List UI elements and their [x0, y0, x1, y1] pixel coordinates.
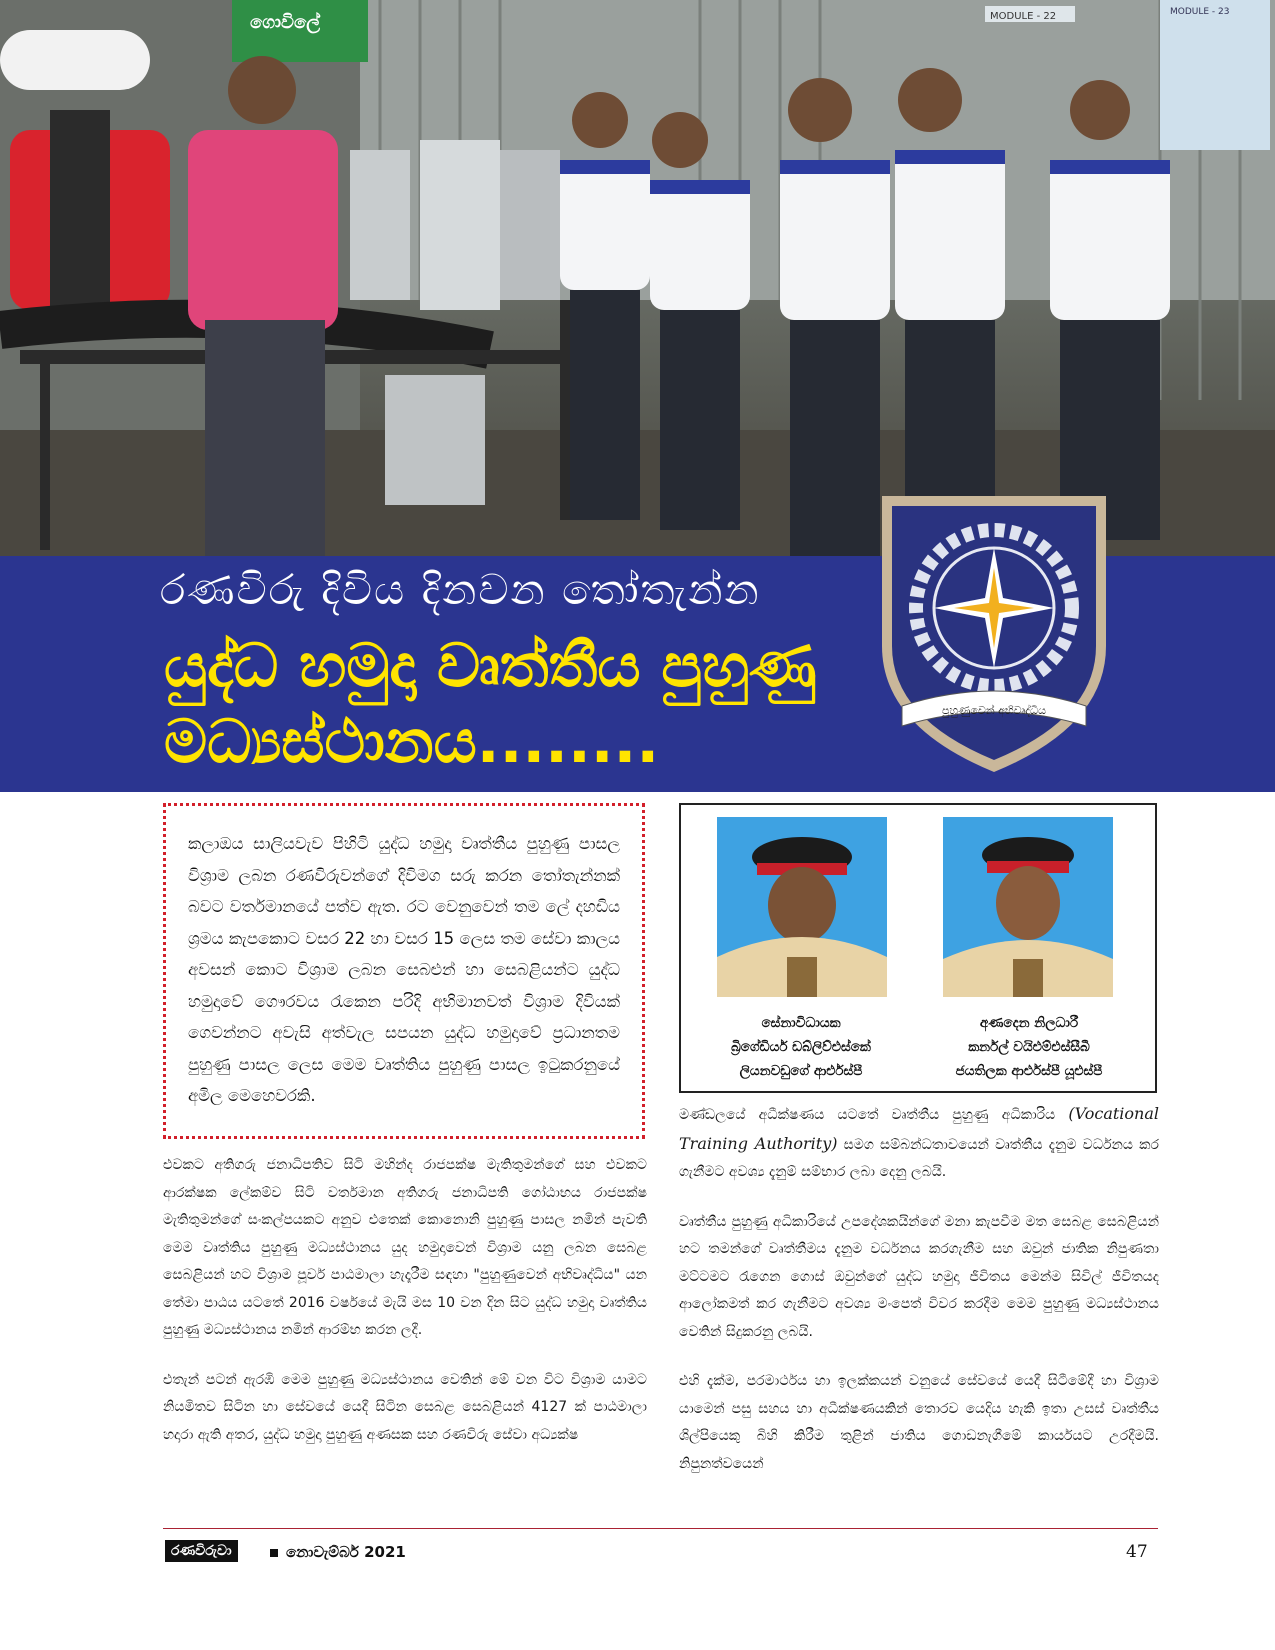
commandant-caption [691, 1011, 911, 1083]
commanding-officer-title: අණදෙන නිලධාරී [979, 1015, 1079, 1031]
svg-text:ගොවිලේ: ගොවිලේ [250, 12, 320, 33]
page-headline: යුද්ධ හමුදා වෘත්තීය පුහුණු මධ්‍යස්ථානය........ [164, 631, 817, 777]
left-paragraph-1: එවකට අතිගරු ජනාධිපතිව සිටි මහින්ද රාජපක්ෂ මැතිතුමන්ගේ සහ එවකට ආරක්ෂක ලේකම්ව සිටි වර්තමාන අතිගරු ජනාධිපති ගෝඨාභය රාජපක්ෂ මැතිතුමන්ගේ සංකල්පයකට අනුව එතෙක් කොනොනි පුහුණු පාසල නමින් පැවති මෙම වෘත්තිය පුහුණු මධ්‍යස්ථානය යුද හමුදාවෙන් විශ්‍රාම යනු ලබන සෙබළ සෙබළියන් හට විශ්‍රාම පූර්ව පාඨමාලා හැදෑරීම සඳහා "පුහුණුවෙන් අභිවෘද්ධිය" යන තේමා පාඨය යටතේ 2016 වර්ෂයේ මැයි මස 10 වන දින සිට යුද්ධ හමුදා වෘත්තිය පුහුණු මධ්‍යස්ථානය නමින් ආරම්භ කරන ලදී. [163, 1157, 647, 1338]
hero-photo [0, 0, 1275, 556]
commandant-portrait [717, 817, 887, 997]
commanding-officer-caption [919, 1011, 1139, 1083]
left-column [163, 1152, 647, 1471]
commandant-title: සේනාවිධායක [761, 1015, 841, 1031]
magazine-name: රණවිරුවා [165, 1540, 238, 1562]
commanding-officer-portrait [943, 817, 1113, 997]
right-paragraph-3: එහි දැක්ම, පරමාර්ථය හා ඉලක්කයන් වනුයේ සේවයේ යෙදී සිටීමේදී හා විශ්‍රාම යාමෙන් පසු සහය හා අධීක්ෂණයකින් තොරව යෙදිය හැකි ඉතා උසස් වෘත්තීය ශිල්පියෙකු බිහි කිරීම තුළින් ජාතිය ගොඩනැගීමේ කාර්යයට උරදීමයි. නිපුනත්වයෙන් [679, 1373, 1159, 1472]
bullet-square-icon [270, 1549, 278, 1557]
kicker-title: රණවිරු දිවිය දිනවන තෝතැන්න [160, 565, 761, 614]
officers-box [679, 803, 1157, 1093]
emblem-ribbon-text: පුහුණුවෙන් අභිවෘද්ධිය [941, 704, 1047, 717]
svg-text:MODULE - 22: MODULE - 22 [990, 11, 1057, 22]
army-vocational-emblem [872, 486, 1116, 776]
commandant-name-1: බ්‍රිගේඩියර් ඩබ්ලිව්එස්කේ [731, 1039, 871, 1055]
commandant-name-2: ලියනවඩුගේ ආර්එස්පී [739, 1063, 863, 1079]
right-paragraph-2: වෘත්තීය පුහුණු අධිකාරියේ උපදේශකයින්ගේ මනා කැපවීම මත සෙබළ සෙබළියන් හට තමන්ගේ වෘත්තීමය දැනුම වර්ධනය කරගැනීම සහ ඔවුන් ජාතික නිපුණතා මට්ටමට රැගෙන ගොස් ඔවුන්ගේ යුද්ධ හමුදා ජීවිතය මෙන්ම සිවිල් ජීවිතයද ආලෝකමත් කර ගැනීමට අවශ්‍ය මංපෙත් විවර කරදීම මෙම පුහුණු මධ්‍යස්ථානය වෙතින් සිදුකරනු ලබයි. [679, 1213, 1159, 1340]
right-column [679, 1100, 1159, 1500]
page-number: 47 [1126, 1542, 1148, 1562]
svg-text:MODULE - 23: MODULE - 23 [1170, 7, 1230, 17]
vta-english-name: (Vocational Training Authority) [679, 1104, 1159, 1153]
intro-text: කලාඔය සාලියවැව පිහිටි යුද්ධ හමුදා වෘත්තීය පුහුණු පාසල විශ්‍රාම ලබන රණවිරුවන්ගේ දිවිමග සරු කරන තෝතැන්නක් බවට වර්තමානයේ පත්ව ඇත. රට වෙනුවෙන් තම ලේ දහඩිය ශ්‍රමය කැපකොට වසර 22 හා වසර 15 ලෙස තම සේවා කාලය අවසන් කොට විශ්‍රාම ලබන සෙබළුන් හා සෙබළියන්ට යුද්ධ හමුදාවේ ගෞරවය රැකෙන පරිදි අභිමානවත් විශ්‍රාම දිවියක් ගෙවන්නට අවැසි අත්වැල සපයන යුද්ධ හමුදාවේ ප්‍රධානතම පුහුණු පාසල ලෙස මෙම වෘත්තිය පුහුණු පාසල ඉටුකරනුයේ අමිල මෙහෙවරකි. [188, 834, 620, 1105]
training-scene-illustration [0, 0, 1275, 556]
intro-box [163, 803, 645, 1139]
commanding-officer-name-2: ජයතිලක ආර්එස්පී යූඑස්පී [955, 1063, 1103, 1079]
issue-date: නොවැම්බර් 2021 [270, 1543, 406, 1561]
left-paragraph-2: එතැන් පටන් ඇරඹි මෙම පුහුණු මධ්‍යස්ථානය වෙතින් මේ වන විට විශ්‍රාම යාමට නියමිතව සිටින හා සේවයේ යෙදී සිටින සෙබළ සෙබළියන් 4127 ක් පාඨමාලා හදාරා ඇති අතර, යුද්ධ හමුදා පුහුණු අණසක සහ රණවිරු සේවා අධ්‍යක්ෂ [163, 1371, 647, 1443]
commanding-officer-name-1: කර්නල් වයිඑම්එස්සීබී [968, 1039, 1090, 1055]
right-paragraph-1: මණ්ඩලයේ අධීක්ෂණය යටතේ වෘත්තීය පුහුණු අධිකාරිය (Vocational Training Authority) සමග සම්බන්ධතාවයෙන් වෘත්තීය දැනුම වර්ධනය කර ගැනීමට අවශ්‍ය දැනුම් සම්භාර ලබා දෙනු ලබයි. [679, 1104, 1159, 1180]
footer-divider [163, 1528, 1158, 1529]
